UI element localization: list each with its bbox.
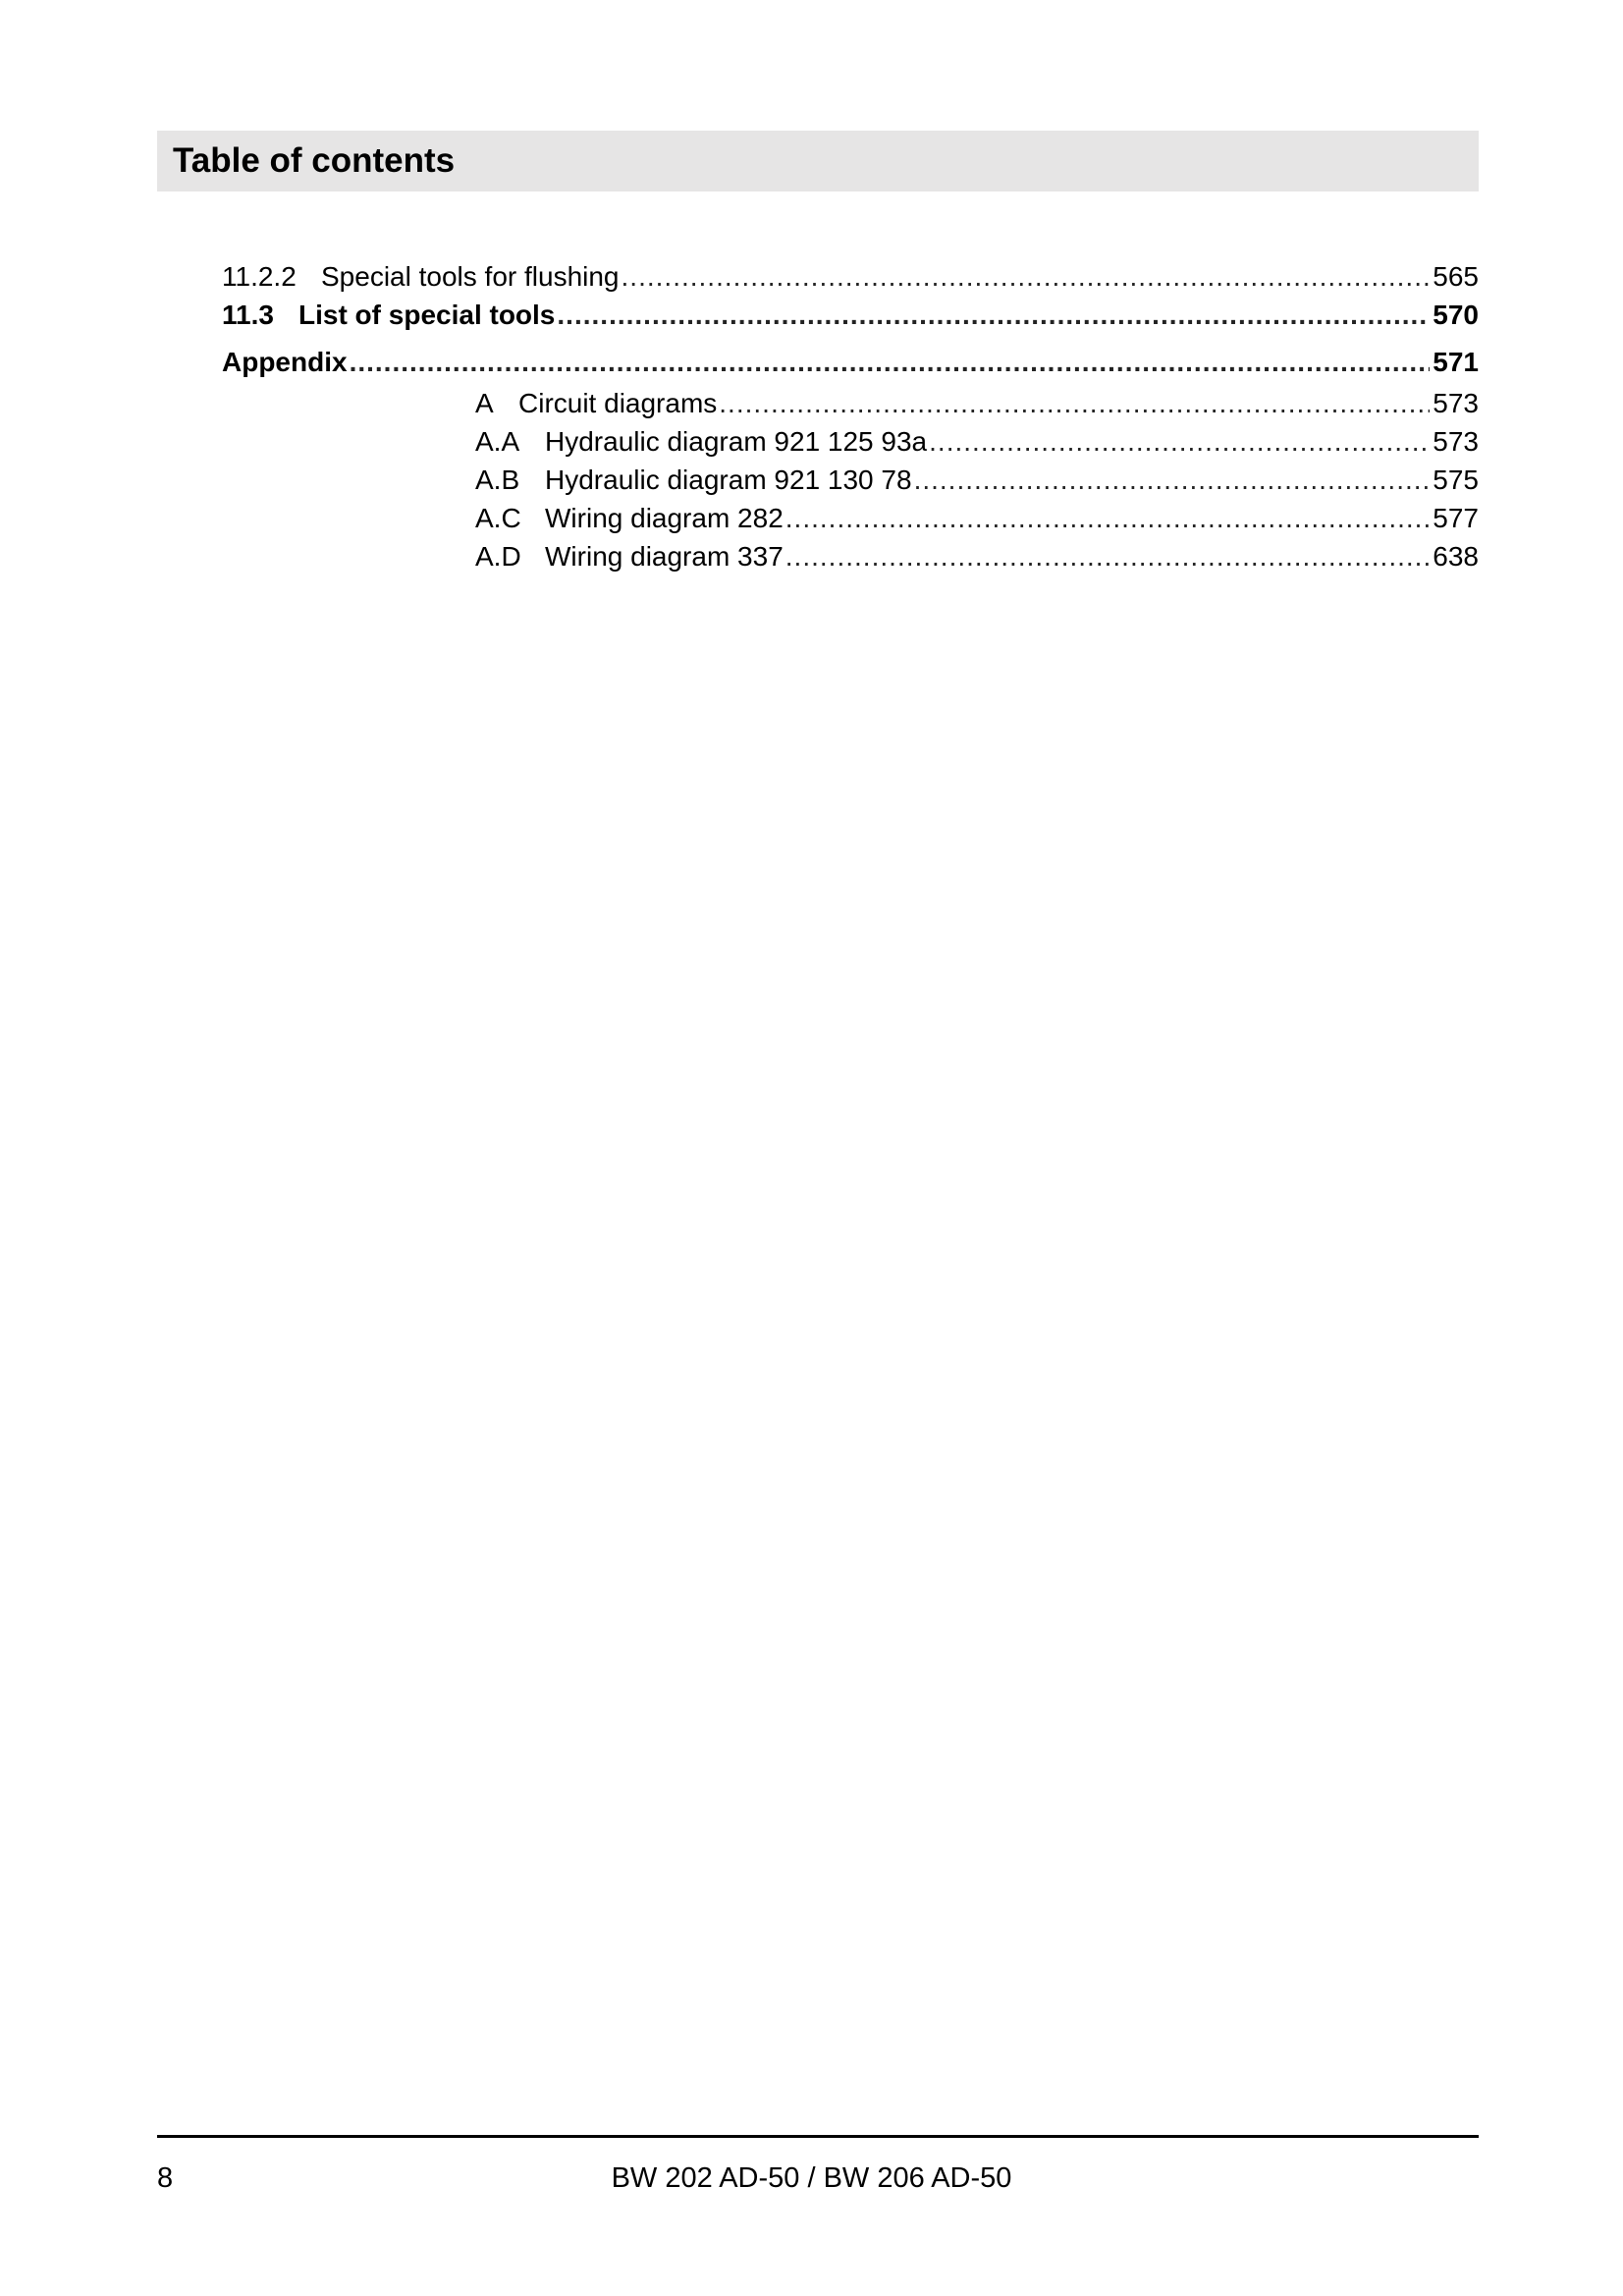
dot-leader: [719, 385, 1430, 422]
toc-entry-appendix[interactable]: [222, 344, 1479, 381]
toc-entry-a-c[interactable]: [475, 500, 1479, 537]
dot-leader: [929, 423, 1430, 461]
toc-entry-page: 577: [1433, 503, 1479, 533]
toc-entry-page: 573: [1433, 388, 1479, 418]
dot-leader: [785, 538, 1430, 575]
dot-leader: [785, 500, 1430, 537]
toc-entry-title: Appendix: [222, 347, 348, 377]
toc-entry-number: 11.3: [222, 300, 274, 330]
toc-entry-page: 638: [1433, 541, 1479, 572]
toc-entry-a-a[interactable]: [475, 423, 1479, 461]
toc-entry-title: Hydraulic diagram 921 125 93a: [545, 426, 928, 457]
toc-entry-title: Special tools for flushing: [321, 261, 620, 292]
toc-entry-page: 575: [1433, 465, 1479, 495]
dot-leader: [557, 297, 1430, 334]
toc-entry-page: 573: [1433, 426, 1479, 457]
footer-page-number: 8: [157, 2162, 174, 2194]
section-header-bar: [157, 131, 1479, 191]
dot-leader: [622, 258, 1430, 296]
toc-entry-page: 571: [1433, 347, 1479, 377]
toc-entry-page: 565: [1433, 261, 1479, 292]
toc-entry-number: A.C: [475, 503, 521, 533]
dot-leader: [914, 462, 1430, 499]
footer-model-name: BW 202 AD-50 / BW 206 AD-50: [611, 2162, 1012, 2194]
toc-entry-a-d[interactable]: [475, 538, 1479, 575]
toc-entry-number: A.A: [475, 426, 520, 457]
dot-leader: [350, 344, 1430, 381]
toc-entry-number: A.D: [475, 541, 521, 572]
toc-entry-11-3[interactable]: [222, 297, 1479, 334]
toc-entry-title: List of special tools: [298, 300, 556, 330]
toc-entry-11-2-2[interactable]: [222, 258, 1479, 296]
toc-entry-number: A: [475, 388, 494, 418]
toc-entry-title: Wiring diagram 337: [545, 541, 784, 572]
toc-entry-number: A.B: [475, 465, 520, 495]
toc-entry-a-b[interactable]: [475, 462, 1479, 499]
toc-entry-a[interactable]: [475, 385, 1479, 422]
page-title: Table of contents: [173, 141, 456, 180]
toc-entry-number: 11.2.2: [222, 261, 297, 292]
toc-entry-title: Hydraulic diagram 921 130 78: [545, 465, 912, 495]
toc-entry-title: Wiring diagram 282: [545, 503, 784, 533]
footer-divider: [157, 2135, 1479, 2138]
toc-entry-page: 570: [1433, 300, 1479, 330]
toc-entry-title: Circuit diagrams: [518, 388, 718, 418]
